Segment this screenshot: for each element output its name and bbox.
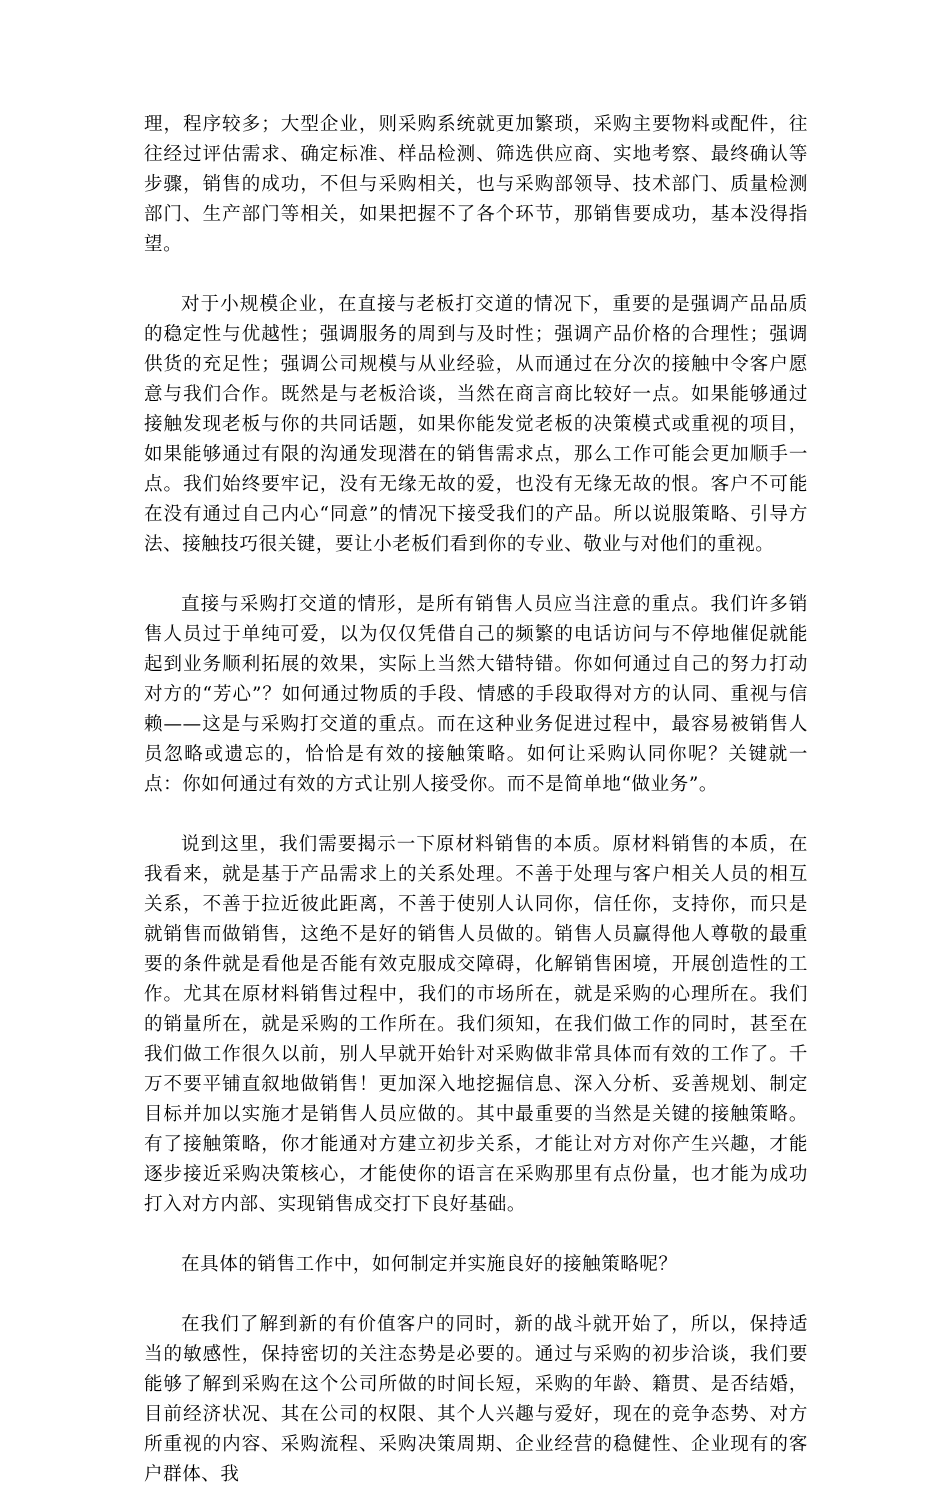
paragraph-6: 在我们了解到新的有价值客户的同时，新的战斗就开始了，所以，保持适当的敏感性，保持密切的关注态势是必要的。通过与采购的初步洽谈，我们要能够了解到采购在这个公司所做的时间长短，采购的年龄、籍贯、是否结婚，目前经济状况、其在公司的权限、其个人兴趣与爱好，现在的竞争态势、对方所重视的内容、采购流程、采购决策周期、企业经营的稳健性、企业现有的客户群体、我 (144, 1314, 808, 1485)
document-body (144, 110, 808, 1490)
paragraph-2: 对于小规模企业，在直接与老板打交道的情况下，重要的是强调产品品质的稳定性与优越性；强调服务的周到与及时性；强调产品价格的合理性；强调供货的充足性；强调公司规模与从业经验，从而通过在分次的接触中令客户愿意与我们合作。既然是与老板洽谈，当然在商言商比较好一点。如果能够通过接触发现老板与你的共同话题，如果你能发觉老板的决策模式或重视的项目，如果能够通过有限的沟通发现潜在的销售需求点，那么工作可能会更加顺手一点。我们始终要牢记，没有无缘无故的爱，也没有无缘无故的恨。客户不可能在没有通过自己内心“同意”的情况下接受我们的产品。所以说服策略、引导方法、接触技巧很关键，要让小老板们看到你的专业、敬业与对他们的重视。 (144, 294, 808, 555)
paragraph-5: 在具体的销售工作中，如何制定并实施良好的接触策略呢？ (181, 1254, 678, 1275)
paragraph-4: 说到这里，我们需要揭示一下原材料销售的本质。原材料销售的本质，在我看来，就是基于产品需求上的关系处理。不善于处理与客户相关人员的相互关系，不善于拉近彼此距离，不善于使别人认同你，信任你，支持你，而只是就销售而做销售，这绝不是好的销售人员做的。销售人员赢得他人尊敬的最重要的条件就是看他是否能有效克服成交障碍，化解销售困境，开展创造性的工作。尤其在原材料销售过程中，我们的市场所在，就是采购的心理所在。我们的销量所在，就是采购的工作所在。我们须知，在我们做工作的同时，甚至在我们做工作很久以前，别人早就开始针对采购做非常具体而有效的工作了。千万不要平铺直叙地做销售！更加深入地挖掘信息、深入分析、妥善规划、制定目标并加以实施才是销售人员应做的。其中最重要的当然是关键的接触策略。有了接触策略，你才能通对方建立初步关系，才能让对方对你产生兴趣，才能逐步接近采购决策核心，才能使你的语言在采购那里有点份量，也才能为成功打入对方内部、实现销售成交打下良好基础。 (144, 834, 808, 1215)
paragraph-1: 理，程序较多；大型企业，则采购系统就更加繁琐，采购主要物料或配件，往往经过评估需求、确定标准、样品检测、筛选供应商、实地考察、最终确认等步骤，销售的成功，不但与采购相关，也与采购部领导、技术部门、质量检测部门、生产部门等相关，如果把握不了各个环节，那销售要成功，基本没得指望。 (144, 114, 808, 255)
paragraph-3: 直接与采购打交道的情形，是所有销售人员应当注意的重点。我们许多销售人员过于单纯可爱，以为仅仅凭借自己的频繁的电话访问与不停地催促就能起到业务顺利拓展的效果，实际上当然大错特错。你如何通过自己的努力打动对方的“芳心”？如何通过物质的手段、情感的手段取得对方的认同、重视与信赖——这是与采购打交道的重点。而在这种业务促进过程中，最容易被销售人员忽略或遗忘的，恰恰是有效的接触策略。如何让采购认同你呢？关键就一点：你如何通过有效的方式让别人接受你。而不是简单地“做业务”。 (144, 594, 808, 795)
